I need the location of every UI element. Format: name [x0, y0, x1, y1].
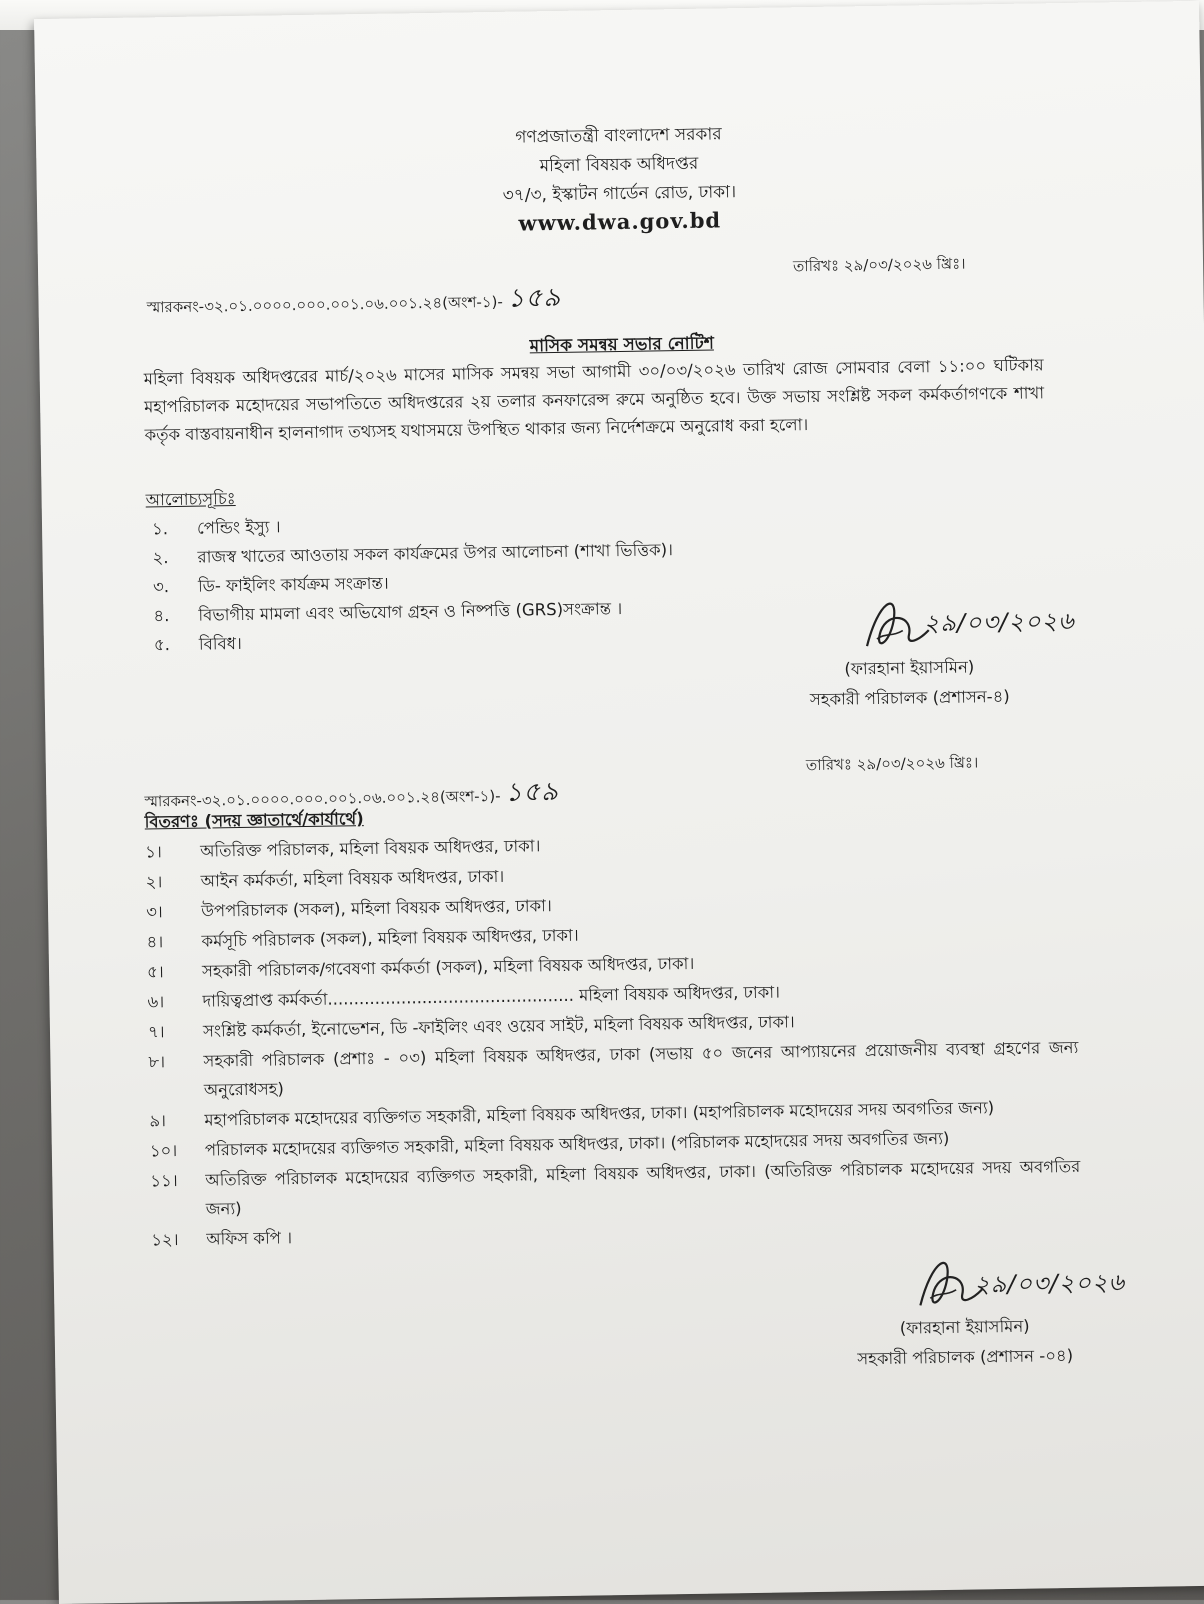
letterhead: [36, 113, 1203, 243]
memo-reference-1: [146, 277, 561, 328]
distribution-item: ১০। পরিচালক মহোদয়ের ব্যক্তিগত সহকারী, মহিলা বিষয়ক অধিদপ্তর, ঢাকা। (পরিচালক মহোদয়ের সদয় অবগতির জন্য): [149, 1128, 950, 1161]
distribution-item: ৪। কর্মসূচি পরিচালক (সকল), মহিলা বিষয়ক অধিদপ্তর, ঢাকা।: [146, 925, 579, 952]
distribution-item: ৩। উপপরিচালক (সকল), মহিলা বিষয়ক অধিদপ্তর, ঢাকা।: [145, 896, 552, 922]
handwritten-sign-date-2: ২৯/০৩/২০২৬: [973, 1268, 1126, 1299]
reference-number: স্মারকনং-৩২.০১.০০০০.০০০.০০১.০৬.০০১.২৪(অংশ-১)-: [146, 292, 503, 317]
distribution-heading: বিতরণঃ (সদয় জ্ঞাতার্থে/কার্যার্থে): [144, 809, 364, 832]
memo-date-2: তারিখঃ ২৯/০৩/২০২৬ খ্রিঃ।: [805, 753, 979, 775]
agenda-item: ৪. বিভাগীয় মামলা এবং অভিযোগ গ্রহন ও নিষ্পত্তি (GRS)সংক্রান্ত ।: [153, 598, 623, 626]
signature-block-2: [830, 1311, 1101, 1375]
handwritten-memo-number: ১৫৯: [507, 282, 562, 314]
signatory-designation: সহকারী পরিচালক (প্রশাসন-৪): [809, 686, 1010, 710]
government-name: গণপ্রজাতন্ত্রী বাংলাদেশ সরকার: [515, 124, 722, 148]
notice-title: মাসিক সমন্বয় সভার নোটিশ: [529, 333, 714, 357]
agenda-item: ৫. বিবিধ।: [153, 633, 243, 655]
distribution-list: [144, 793, 1081, 1256]
signatory-name: (ফারহানা ইয়াসমিন): [899, 1316, 1030, 1338]
distribution-item: ৫। সহকারী পরিচালক/গবেষণা কর্মকর্তা (সকল), মহিলা বিষয়ক অধিদপ্তর, ঢাকা।: [146, 953, 695, 982]
reference-number: স্মারকনং-৩২.০১.০০০০.০০০.০০১.০৬.০০১.২৪(অংশ-১)-: [144, 786, 501, 811]
memo-date-1: তারিখঃ ২৯/০৩/২০২৬ খ্রিঃ।: [792, 254, 966, 276]
handwritten-memo-number: ১৫৯: [505, 777, 560, 808]
website-url: www.dwa.gov.bd: [518, 207, 722, 236]
signature-block-1: [784, 652, 1035, 716]
distribution-item: ৮। সহকারী পরিচালক (প্রশাঃ - ০৩) মহিলা বিষয়ক অধিদপ্তর, ঢাকা (সভায় ৫০ জনের আপ্যায়নের প্রয়োজনীয় ব্যবস্থা গ্রহণের জন্য অনুরোধসহ): [148, 1037, 1079, 1100]
signatory-designation: সহকারী পরিচালক (প্রশাসন -০৪): [857, 1345, 1074, 1369]
notice-document: [34, 1, 1204, 1604]
agenda-item: ১. পেন্ডিং ইস্যু ।: [151, 517, 281, 539]
distribution-item: ২। আইন কর্মকর্তা, মহিলা বিষয়ক অধিদপ্তর, ঢাকা।: [145, 866, 505, 892]
distribution-item: ১। অতিরিক্ত পরিচালক, মহিলা বিষয়ক অধিদপ্তর, ঢাকা।: [145, 836, 541, 862]
distribution-item: ৬। দায়িত্বপ্রাপ্ত কর্মকর্তা............................................... মহিলা বিষয়ক অধিদপ্তর, ঢাকা।: [147, 982, 781, 1012]
notice-body: মহিলা বিষয়ক অধিদপ্তরের মার্চ/২০২৬ মাসের মাসিক সমন্বয় সভা আগামী ৩০/০৩/২০২৬ তারিখ রোজ সোমবার বেলা ১১:০০ ঘটিকায় মহাপরিচালক মহোদয়ের সভাপতিতে অধিদপ্তরের ২য় তলার কনফারেন্স রুমে অনুষ্ঠিত হবে। উক্ত সভায় সংশ্লিষ্ট সকল কর্মকর্তাগণকে শাখা কর্তৃক বাস্তবায়নাধীন হালনাগাদ তথ্যসহ যথাসময়ে উপস্থিত থাকার জন্য নির্দেশক্রমে অনুরোধ করা হলো।: [143, 355, 1045, 445]
agenda-item: ৩. ডি- ফাইলিং কার্যক্রম সংক্রান্ত।: [152, 573, 389, 597]
distribution-item: ১১। অতিরিক্ত পরিচালক মহোদয়ের ব্যক্তিগত সহকারী, মহিলা বিষয়ক অধিদপ্তর, ঢাকা। (অতিরিক্ত পরিচালক মহোদয়ের সদয় অবগতির জন্য): [150, 1156, 1081, 1219]
distribution-item: ৯। মহাপরিচালক মহোদয়ের ব্যক্তিগত সহকারী, মহিলা বিষয়ক অধিদপ্তর, ঢাকা। (মহাপরিচালক মহোদয়ের সদয় অবগতির জন্য): [149, 1098, 995, 1131]
agenda: [145, 474, 848, 659]
department-name: মহিলা বিষয়ক অধিদপ্তর: [539, 153, 699, 177]
agenda-item: ২. রাজস্ব খাতের আওতায় সকল কার্যক্রমের উপর আলোচনা (শাখা ভিত্তিক)।: [152, 540, 674, 568]
office-address: ৩৭/৩, ইস্কাটন গার্ডেন রোড, ঢাকা।: [502, 182, 737, 206]
signatory-name: (ফারহানা ইয়াসমিন): [844, 657, 975, 679]
handwritten-sign-date-1: ২৯/০৩/২০২৬: [923, 606, 1075, 638]
distribution-item: ১২। অফিস কপি ।: [151, 1228, 293, 1250]
agenda-heading: আলোচ্যসূচিঃ: [145, 489, 236, 510]
distribution-item: ৭। সংশ্লিষ্ট কর্মকর্তা, ইনোভেশন, ডি -ফাইলিং এবং ওয়েব সাইট, মহিলা বিষয়ক অধিদপ্তর, ঢাকা।: [147, 1012, 795, 1042]
